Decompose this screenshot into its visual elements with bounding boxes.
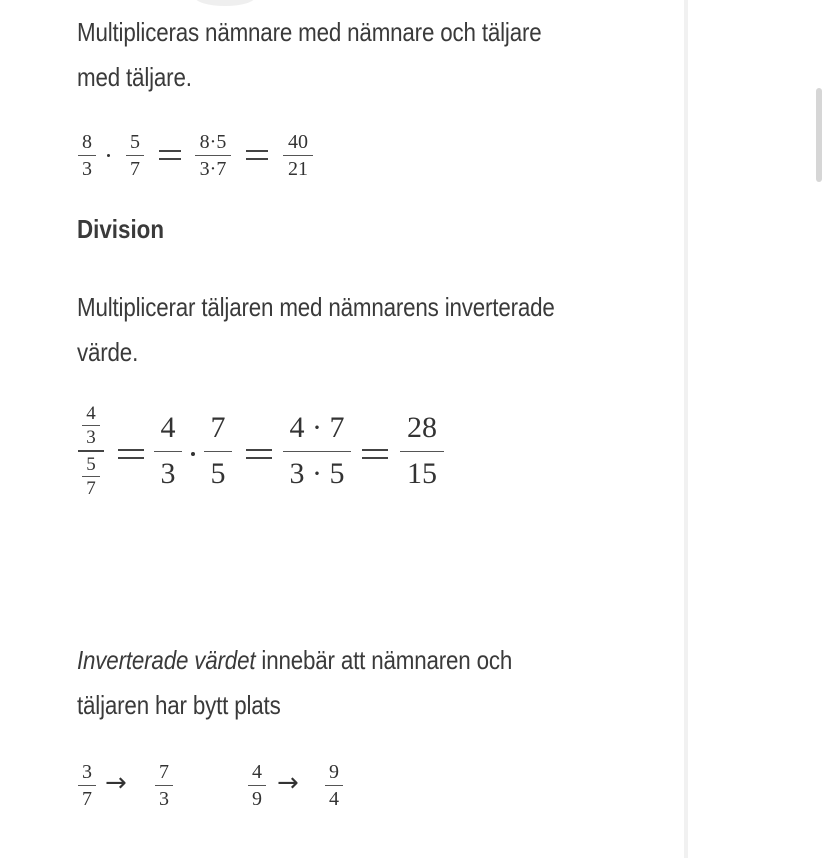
denominator: 21 (288, 158, 308, 180)
top-shadow (195, 0, 255, 6)
denominator: 3 (86, 427, 96, 448)
denominator: 7 (130, 158, 140, 180)
division-line-1: Multiplicerar täljaren med nämnarens inverterade (77, 292, 555, 322)
numerator: 4 (160, 411, 176, 444)
division-heading: Division (77, 214, 164, 244)
fraction-4x7-3x5 (283, 413, 351, 489)
fraction-7-3 (155, 762, 173, 809)
scrollbar-thumb[interactable] (816, 88, 822, 182)
denominator: 5 (210, 457, 226, 490)
fraction-40-21 (283, 132, 313, 179)
denominator: 3·7 (199, 158, 227, 180)
right-arrow-icon: → (105, 768, 127, 798)
numerator: 9 (329, 761, 339, 783)
numerator: 4 (252, 761, 262, 783)
fraction-bar (248, 785, 266, 786)
fraction-3-7 (78, 762, 96, 809)
inverted-rest: innebär att nämnaren och (255, 645, 513, 675)
denominator: 9 (252, 788, 262, 810)
denominator: 3 · 5 (289, 457, 345, 490)
equals-sign (246, 150, 268, 152)
division-line-2: värde. (77, 337, 139, 367)
numerator: 8 (82, 131, 92, 153)
inverted-line-1 (77, 638, 559, 683)
right-arrow-icon: → (277, 768, 299, 798)
numerator: 4 · 7 (289, 411, 345, 444)
fraction-bar (155, 785, 173, 786)
numerator: 5 (130, 131, 140, 153)
main-fraction-bar (78, 450, 104, 452)
fraction-bar (204, 451, 232, 452)
fraction-bar (78, 155, 96, 156)
fraction-4-9 (248, 762, 266, 809)
denominator: 7 (86, 477, 96, 499)
inverted-line-2: täljaren har bytt plats (77, 690, 281, 720)
fraction-bar (154, 451, 182, 452)
right-pane (688, 0, 828, 858)
fraction-5-7 (126, 132, 144, 179)
intro-line-2: med täljare. (77, 62, 192, 92)
complex-fraction (78, 404, 104, 498)
denominator: 3 (159, 788, 169, 810)
fraction-bar (400, 451, 444, 452)
numerator: 40 (288, 131, 308, 153)
equals-sign (118, 449, 144, 451)
division-paragraph (77, 285, 559, 375)
fraction-4-3 (154, 413, 182, 489)
fraction-bar (325, 785, 343, 786)
numerator: 3 (82, 761, 92, 783)
fraction-8-3 (78, 132, 96, 179)
fraction-9-4 (325, 762, 343, 809)
denominator: 3 (160, 457, 176, 490)
denominator: 15 (407, 457, 437, 490)
fraction-bar (78, 785, 96, 786)
fraction-bar (126, 155, 144, 156)
fraction-bar (283, 451, 351, 452)
equals-sign (159, 150, 181, 152)
fraction-8x5-3x7 (195, 132, 231, 179)
fraction-7-5 (204, 413, 232, 489)
numerator: 28 (407, 411, 437, 444)
fraction-bar (82, 476, 100, 477)
inverted-term: Inverterade värdet (77, 645, 256, 675)
denominator: 3 (82, 158, 92, 180)
intro-paragraph (77, 10, 559, 100)
inverted-paragraph (77, 638, 559, 728)
denominator: 7 (82, 788, 92, 810)
multiply-dot (107, 154, 110, 157)
complex-top-fraction (78, 404, 104, 447)
fraction-bar (82, 425, 100, 426)
multiply-dot (191, 452, 195, 456)
numerator: 7 (210, 411, 226, 444)
numerator: 8·5 (199, 131, 227, 153)
numerator: 7 (159, 761, 169, 783)
complex-bottom-fraction (78, 455, 104, 498)
fraction-bar (195, 155, 231, 156)
fraction-28-15 (400, 413, 444, 489)
equals-sign (362, 449, 388, 451)
fraction-bar (283, 155, 313, 156)
numerator: 5 (86, 453, 96, 475)
equals-sign (246, 449, 272, 451)
intro-line-1: Multipliceras nämnare med nämnare och täljare (77, 17, 542, 47)
numerator: 4 (86, 403, 96, 424)
denominator: 4 (329, 788, 339, 810)
